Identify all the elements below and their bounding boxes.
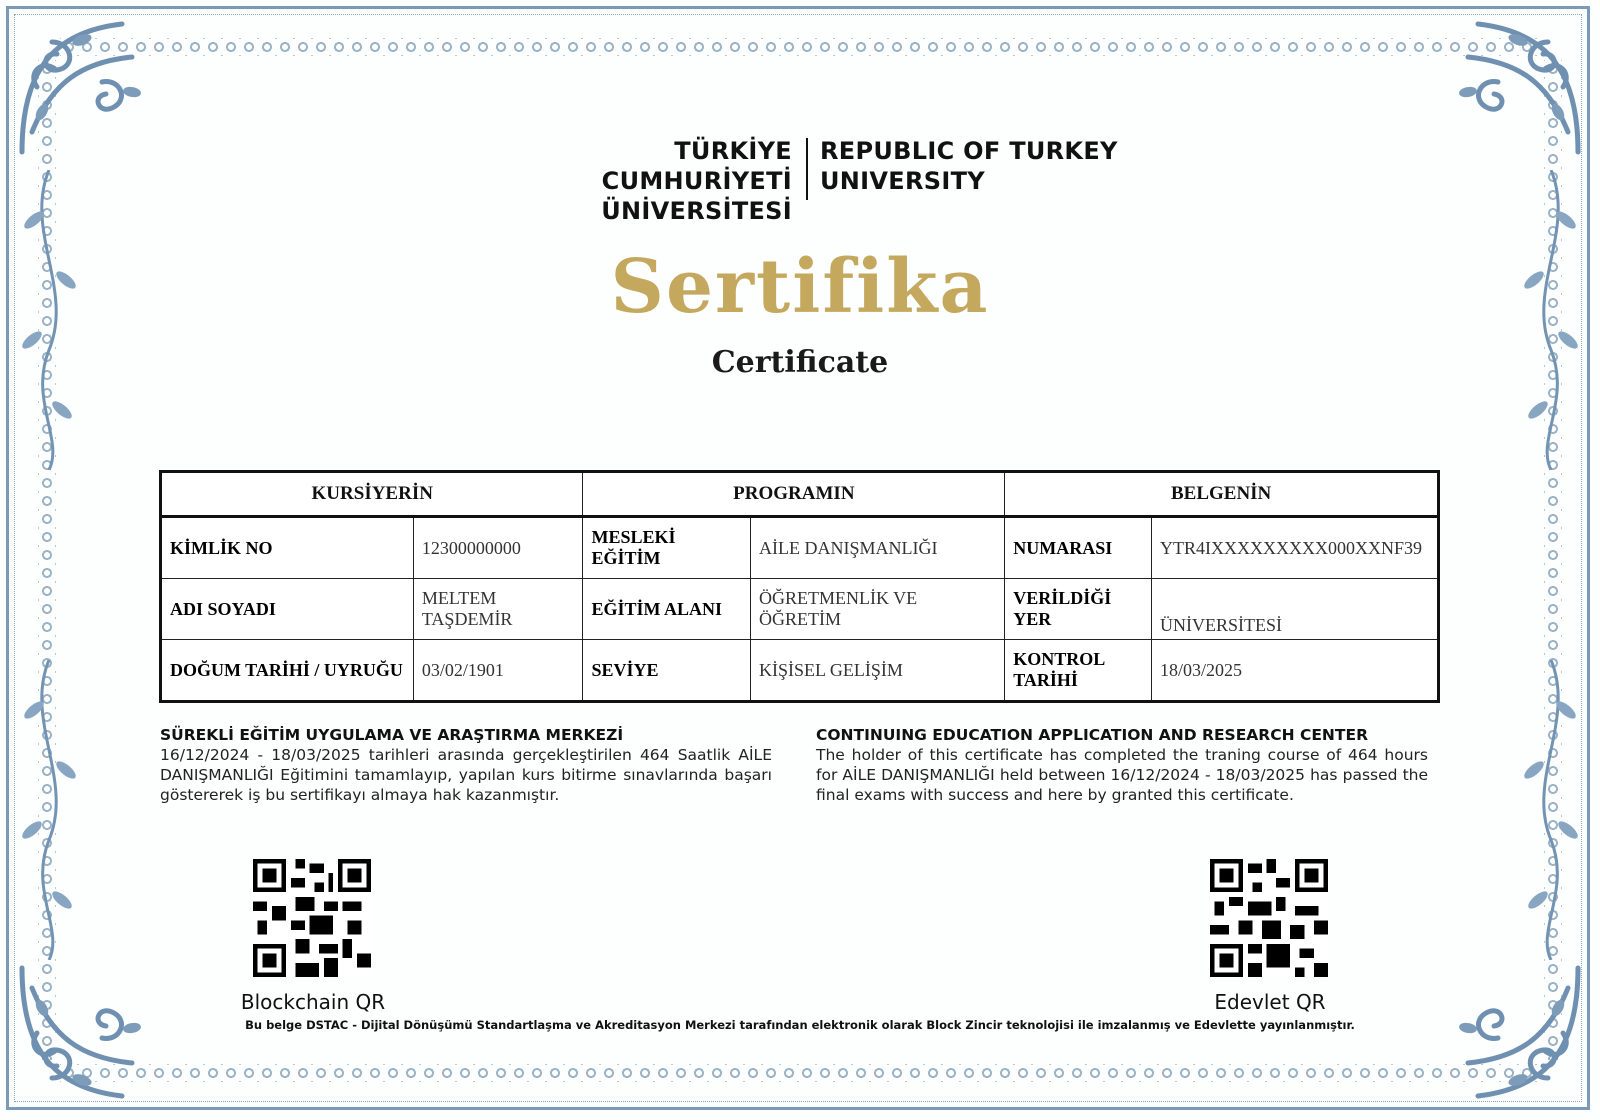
header-turkish xyxy=(480,136,792,226)
vine-ornament-right-lower xyxy=(1516,660,1586,960)
header-en-line2: UNIVERSITY xyxy=(820,167,985,195)
table-row xyxy=(161,579,1439,640)
header-tr-line2: ÜNİVERSİTESİ xyxy=(601,197,792,225)
certificate-info-table xyxy=(159,470,1440,703)
vine-ornament-left-lower xyxy=(14,660,84,960)
value-vocational-training: AİLE DANIŞMANLIĞI xyxy=(751,517,1005,579)
header-trainee: KURSİYERİN xyxy=(161,472,583,517)
label-document-number: NUMARASI xyxy=(1005,517,1152,579)
value-full-name: MELTEM TAŞDEMİR xyxy=(413,579,583,640)
value-level: KİŞİSEL GELİŞİM xyxy=(751,640,1005,702)
corner-ornament-top-right xyxy=(1438,12,1588,162)
label-issued-place: VERİLDİĞİ YER xyxy=(1005,579,1152,640)
table-header-row xyxy=(161,472,1439,517)
statement-en-body: The holder of this certificate has completed the traning course of 464 hours for AİLE DANIŞMANLIĞI held between 16/12/2024 - 18/03/2025 has passed the final exams with success and here by granted this certificate. xyxy=(816,746,1428,804)
value-birth-date-nationality: 03/02/1901 xyxy=(413,640,583,702)
edevlet-qr-code[interactable] xyxy=(1210,859,1328,977)
corner-ornament-bottom-left xyxy=(12,958,162,1108)
label-birth-date-nationality: DOĞUM TARİHİ / UYRUĞU xyxy=(161,640,414,702)
border-band-top xyxy=(60,38,1540,56)
value-document-number: YTR4IXXXXXXXXX000XXNF39 xyxy=(1152,517,1439,579)
value-id-number: 12300000000 xyxy=(413,517,583,579)
blockchain-qr-caption: Blockchain QR xyxy=(240,990,386,1014)
value-control-date: 18/03/2025 xyxy=(1152,640,1439,702)
label-level: SEVİYE xyxy=(583,640,751,702)
table-row xyxy=(161,640,1439,702)
table-row xyxy=(161,517,1439,579)
statement-tr-body: 16/12/2024 - 18/03/2025 tarihleri arasında gerçekleştirilen 464 Saatlik AİLE DANIŞMANLIĞI Eğitimini tamamlayıp, yapılan kurs bitirme sınavlarında başarı göstererek iş bu sertifikayı almaya hak kazanmıştır. xyxy=(160,746,772,804)
corner-ornament-bottom-right xyxy=(1438,958,1588,1108)
header-tr-line1: TÜRKİYE CUMHURİYETİ xyxy=(601,137,792,195)
institution-header xyxy=(480,136,1140,225)
header-en-line1: REPUBLIC OF TURKEY xyxy=(820,137,1118,165)
header-divider xyxy=(806,138,808,200)
value-issued-place: ÜNİVERSİTESİ xyxy=(1152,579,1439,640)
label-training-field: EĞİTİM ALANI xyxy=(583,579,751,640)
footer-note: Bu belge DSTAC - Dijital Dönüşümü Standartlaşma ve Akreditasyon Merkezi tarafından elektronik olarak Block Zincir teknolojisi ile imzalanmış ve Edevlette yayınlanmıştır. xyxy=(245,1018,1355,1032)
value-training-field: ÖĞRETMENLİK VE ÖĞRETİM xyxy=(751,579,1005,640)
blockchain-qr-code[interactable] xyxy=(253,859,371,977)
header-english xyxy=(820,136,1118,196)
statement-tr-heading: SÜREKLİ EĞİTİM UYGULAMA VE ARAŞTIRMA MERKEZİ xyxy=(160,726,624,744)
header-document: BELGENİN xyxy=(1005,472,1439,517)
label-id-number: KİMLİK NO xyxy=(161,517,414,579)
corner-ornament-top-left xyxy=(12,12,162,162)
label-control-date: KONTROL TARİHİ xyxy=(1005,640,1152,702)
certificate-title: Sertifika xyxy=(610,244,990,330)
certificate-subtitle: Certificate xyxy=(711,345,889,380)
label-vocational-training: MESLEKİ EĞİTİM xyxy=(583,517,751,579)
edevlet-qr-caption: Edevlet QR xyxy=(1214,990,1326,1014)
statement-en-heading: CONTINUING EDUCATION APPLICATION AND RESEARCH CENTER xyxy=(816,726,1368,744)
header-program: PROGRAMIN xyxy=(583,472,1005,517)
statement-english xyxy=(816,726,1428,805)
statement-turkish xyxy=(160,726,772,805)
label-full-name: ADI SOYADI xyxy=(161,579,414,640)
border-band-bottom xyxy=(60,1064,1540,1082)
